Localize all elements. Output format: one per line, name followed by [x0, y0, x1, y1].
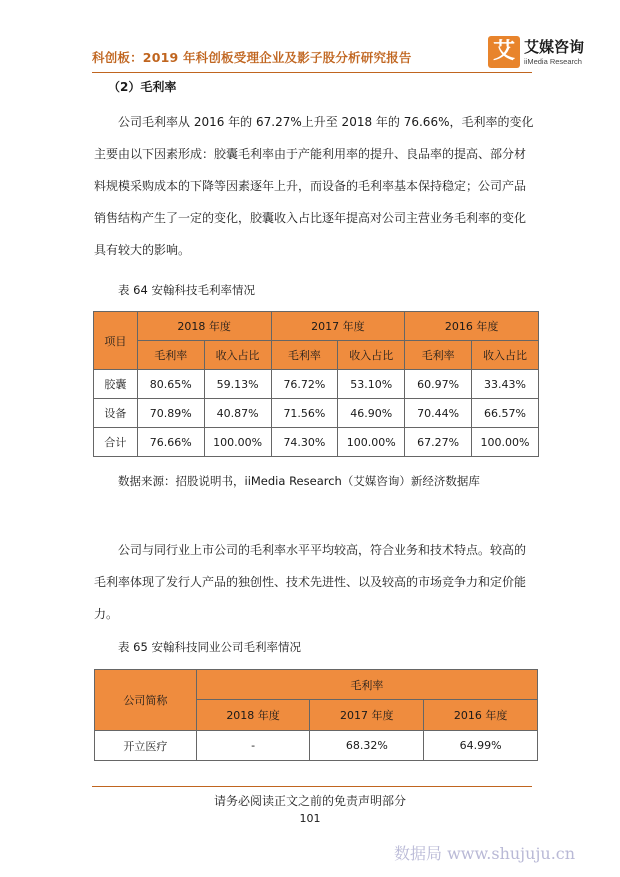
paragraph-gross-margin: [94, 106, 534, 266]
table-cell: 60.97%: [405, 370, 472, 399]
table-cell: 66.57%: [472, 399, 539, 428]
table-row: [94, 428, 539, 457]
site-watermark: 数据局 www.shujuju.cn: [394, 844, 576, 863]
table-cell: 100.00%: [338, 428, 405, 457]
table-cell: 46.90%: [338, 399, 405, 428]
table-caption: 表 64 安翰科技毛利率情况: [118, 283, 255, 297]
table-cell: 76.66%: [137, 428, 204, 457]
table-cell: 67.27%: [405, 428, 472, 457]
table-cell: 70.44%: [405, 399, 472, 428]
table-row: [94, 370, 539, 399]
disclaimer-note: 请务必阅读正文之前的免责声明部分: [213, 794, 406, 808]
paragraph-text: 公司毛利率从 2016 年的 67.27%上升至 2018 年的 76.66%，毛利率的变化主要由以下因素形成：胶囊毛利率由于产能利用率的提升、良品率的提高、部分材料规模采购成本的下降等因素逐年上升，而设备的毛利率基本保持稳定；公司产品销售结构产生了一定的变化，胶囊收入占比逐年提高对公司主营业务毛利率的变化具有较大的影响。: [94, 115, 534, 257]
table-header-year: 2016 年度: [424, 700, 538, 731]
table-header-item: 项目: [94, 312, 138, 370]
table-subheader: 收入占比: [472, 341, 539, 370]
data-source-note: 数据来源：招股说明书，iiMedia Research（艾媒咨询）新经济数据库: [118, 474, 480, 488]
logo-subtitle: iiMedia Research: [524, 57, 582, 66]
table-cell: 64.99%: [424, 731, 538, 761]
table-row: [94, 399, 539, 428]
section-heading: （2）毛利率: [108, 80, 177, 94]
table-row: [95, 731, 538, 761]
row-label: 胶囊: [94, 370, 138, 399]
table-subheader: 毛利率: [137, 341, 204, 370]
header-divider: [92, 72, 532, 73]
table-cell: 74.30%: [271, 428, 338, 457]
table-cell: 59.13%: [204, 370, 271, 399]
paragraph-peer-comparison: [94, 534, 534, 630]
report-title: 科创板：2019 年科创板受理企业及影子股分析研究报告: [92, 50, 412, 65]
table-cell: 33.43%: [472, 370, 539, 399]
table-cell: 71.56%: [271, 399, 338, 428]
page-number: 101: [299, 812, 321, 825]
table-cell: 100.00%: [204, 428, 271, 457]
table-header-year: 2018 年度: [137, 312, 271, 341]
table-cell: 100.00%: [472, 428, 539, 457]
row-label: 开立医疗: [95, 731, 197, 761]
peer-margin-table: [94, 669, 538, 761]
table-subheader: 毛利率: [271, 341, 338, 370]
logo-name: 艾媒咨询: [524, 38, 585, 56]
gross-margin-table: [93, 311, 539, 457]
table-subheader: 收入占比: [338, 341, 405, 370]
iimedia-logo: [488, 36, 588, 72]
table-header-year: 2016 年度: [405, 312, 539, 341]
paragraph-text: 公司与同行业上市公司的毛利率水平平均较高，符合业务和技术特点。较高的毛利率体现了发行人产品的独创性、技术先进性、以及较高的市场竞争力和定价能力。: [94, 543, 527, 621]
table-subheader: 收入占比: [204, 341, 271, 370]
table-caption: 表 65 安翰科技同业公司毛利率情况: [118, 640, 301, 654]
logo-mark-icon: 艾: [488, 36, 520, 68]
table-header-group: 毛利率: [196, 670, 537, 700]
table-cell: 40.87%: [204, 399, 271, 428]
footer-divider: [92, 786, 532, 787]
row-label: 设备: [94, 399, 138, 428]
table-cell: 68.32%: [310, 731, 424, 761]
table-header-year: 2017 年度: [310, 700, 424, 731]
table-subheader: 毛利率: [405, 341, 472, 370]
table-cell: 53.10%: [338, 370, 405, 399]
table-header-company: 公司简称: [95, 670, 197, 731]
table-header-year: 2017 年度: [271, 312, 405, 341]
table-cell: -: [196, 731, 310, 761]
table-cell: 80.65%: [137, 370, 204, 399]
table-cell: 70.89%: [137, 399, 204, 428]
table-cell: 76.72%: [271, 370, 338, 399]
row-label: 合计: [94, 428, 138, 457]
table-header-year: 2018 年度: [196, 700, 310, 731]
